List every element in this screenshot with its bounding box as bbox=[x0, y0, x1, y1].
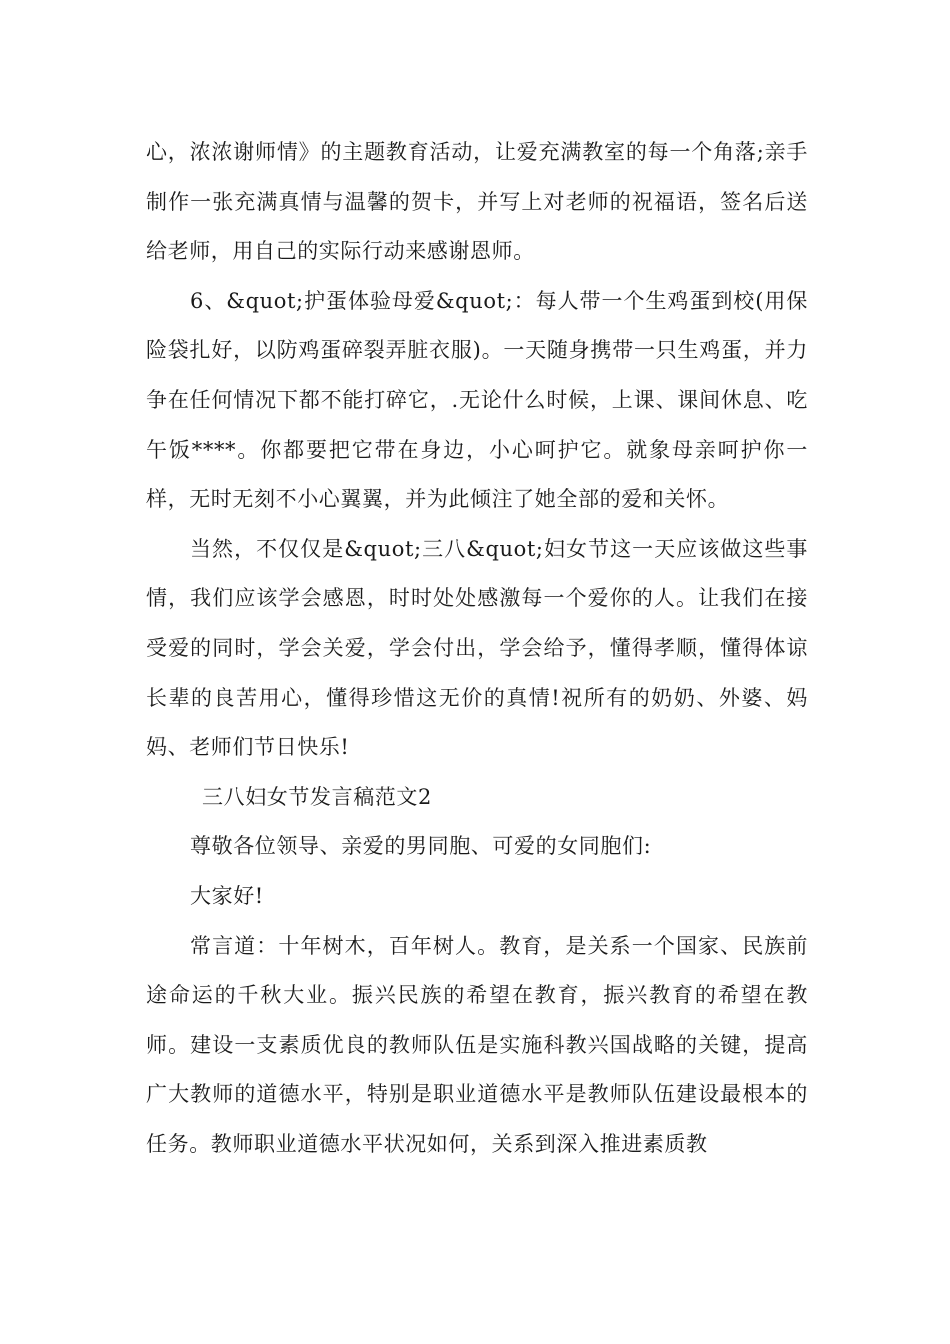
paragraph-continuation: 心，浓浓谢师情》的主题教育活动，让爱充满教室的每一个角落;亲手制作一张充满真情与温馨的贺卡，并写上对老师的祝福语，签名后送给老师，用自己的实际行动来感谢恩师。 bbox=[146, 140, 808, 264]
salutation: 尊敬各位领导、亲爱的男同胞、可爱的女同胞们: bbox=[190, 834, 652, 859]
paragraph-gratitude: 当然，不仅仅是&quot;三八&quot;妇女节这一天应该做这些事情，我们应该学会感恩，时时处处感激每一个爱你的人。让我们在接受爱的同时，学会关爱，学会付出，学会给予，懂得孝顺，懂得体谅长辈的良苦用心，懂得珍惜这无价的真情!祝所有的奶奶、外婆、妈妈、老师们节日快乐! bbox=[146, 536, 808, 760]
section-title: 三八妇女节发言稿范文2 bbox=[202, 784, 432, 809]
greeting: 大家好! bbox=[190, 883, 264, 908]
paragraph-education: 常言道：十年树木，百年树人。教育，是关系一个国家、民族前途命运的千秋大业。振兴民族的希望在教育，振兴教育的希望在教师。建设一支素质优良的教师队伍是实施科教兴国战略的关键，提高广大教师的道德水平，特别是职业道德水平是教师队伍建设最根本的任务。教师职业道德水平状况如何，关系到深入推进素质教 bbox=[146, 933, 808, 1156]
document-body bbox=[146, 128, 808, 1169]
paragraph-egg-activity: 6、&quot;护蛋体验母爱&quot;：每人带一个生鸡蛋到校(用保险袋扎好，以防鸡蛋碎裂弄脏衣服)。一天随身携带一只生鸡蛋，并力争在任何情况下都不能打碎它，.无论什么时候，上课、课间休息、吃午饭****。你都要把它带在身边，小心呵护它。就象母亲呵护你一样，无时无刻不小心翼翼，并为此倾注了她全部的爱和关怀。 bbox=[146, 288, 808, 512]
